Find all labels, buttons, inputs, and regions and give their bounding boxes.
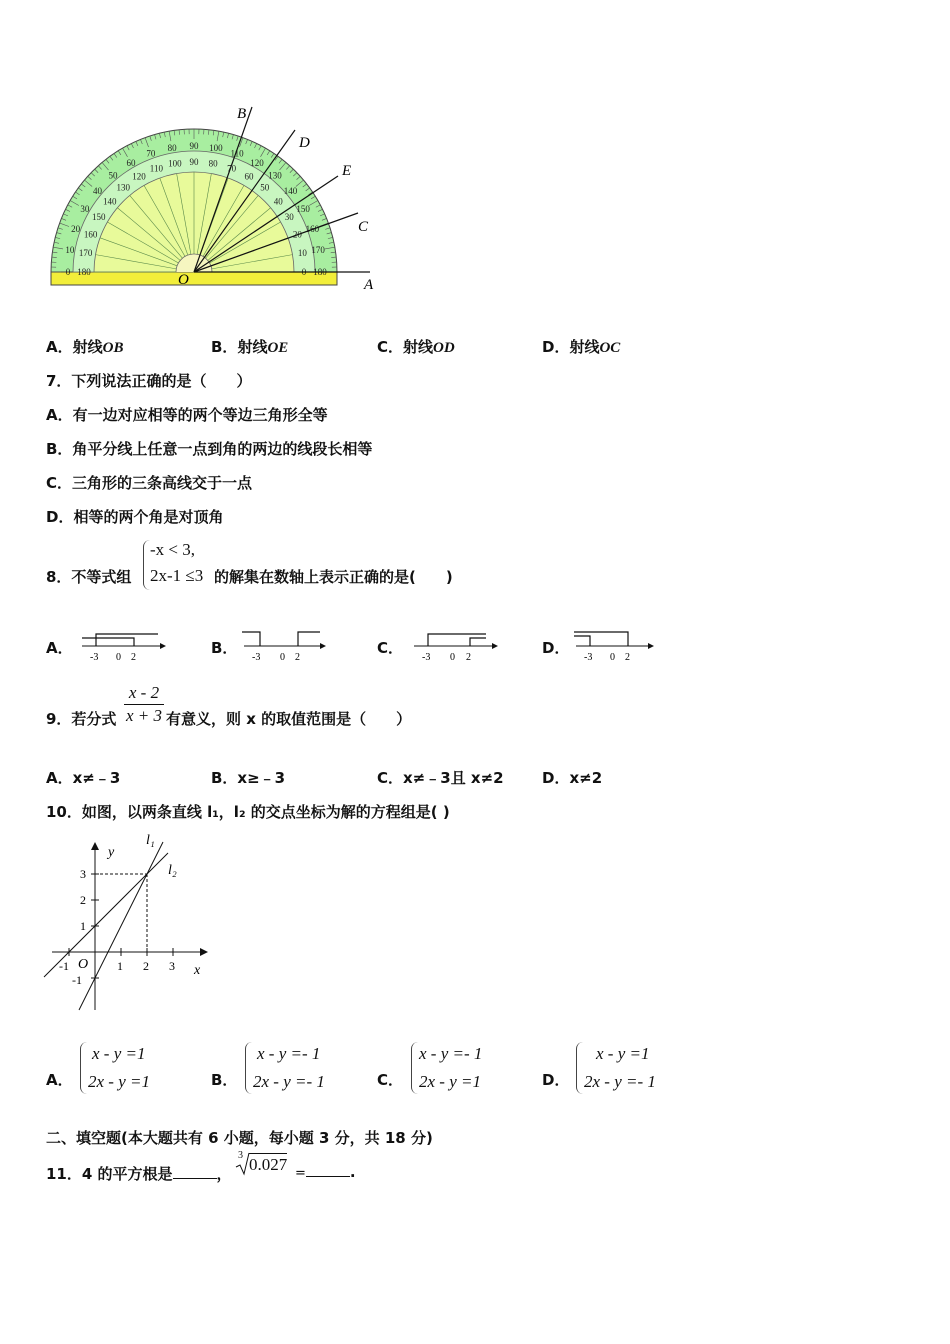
outer-scale-number: 20 — [71, 223, 81, 234]
inner-scale-number: 110 — [149, 163, 163, 174]
outer-scale-number: 160 — [305, 223, 320, 234]
q10-option-a-line1: x - y =1 — [92, 1044, 146, 1063]
y-axis-label: y — [108, 845, 115, 860]
inner-scale-number: 90 — [189, 157, 199, 167]
q10-graph — [42, 830, 217, 1015]
q9-option-d: D．x≠2 — [542, 769, 603, 787]
option-math: OE — [267, 340, 289, 356]
option-text: 射线 — [569, 338, 600, 356]
section2-heading: 二、填空题(本大题共有 6 小题，每小题 3 分，共 18 分) — [46, 1129, 433, 1147]
outer-scale-number: 120 — [250, 157, 264, 168]
tick-label: 0 — [116, 652, 121, 663]
q10-stem: 10．如图，以两条直线 l₁，l₂ 的交点坐标为解的方程组是( ) — [46, 803, 450, 821]
q10-option-d-line1: x - y =1 — [596, 1044, 650, 1063]
y-tick-label: -1 — [72, 973, 82, 987]
x-tick-label: 3 — [169, 959, 175, 973]
x-tick-label: 2 — [143, 959, 149, 973]
y-tick-label: 3 — [80, 867, 86, 881]
q10-option-b-line2: 2x - y =- 1 — [253, 1072, 325, 1091]
q10-option-b-brace — [245, 1042, 252, 1094]
q6-option-d — [542, 336, 620, 357]
option-letter: A． — [46, 338, 73, 356]
tick-label: 2 — [625, 652, 630, 663]
radical-index: 3 — [238, 1150, 243, 1161]
option-text: 射线 — [237, 338, 268, 356]
q8-option-c-letter: C． — [377, 639, 404, 657]
tick-label: -3 — [422, 652, 431, 663]
q9-numerator: x - 2 — [128, 683, 160, 702]
option-letter: B． — [211, 338, 238, 356]
x-tick-label: -1 — [59, 959, 69, 973]
inner-scale-number: 180 — [77, 267, 91, 277]
q8-prefix: 8．不等式组 — [46, 568, 132, 586]
q9-suffix: 有意义，则 x 的取值范围是（ ） — [166, 710, 412, 728]
q9-option-b: B．x≥﹣3 — [211, 769, 286, 787]
outer-scale-number: 110 — [230, 148, 244, 159]
line1-label: l₁ — [146, 833, 155, 848]
q8-suffix: 的解集在数轴上表示正确的是( ) — [214, 568, 453, 586]
q8-brace — [143, 540, 150, 590]
tick-label: 2 — [131, 652, 136, 663]
inner-scale-number: 100 — [168, 158, 182, 169]
protractor-figure — [40, 100, 390, 300]
q7-option-a: A．有一边对应相等的两个等边三角形全等 — [46, 406, 328, 424]
y-tick-label: 1 — [80, 919, 86, 933]
inner-scale-number: 40 — [273, 196, 283, 207]
q8-system-line1: -x < 3, — [150, 540, 195, 559]
outer-scale-number: 150 — [296, 204, 310, 214]
inner-scale-number: 20 — [292, 229, 302, 240]
q7-stem: 7．下列说法正确的是（ ） — [46, 372, 252, 390]
q8-numberline-b — [240, 628, 330, 664]
outer-scale-number: 130 — [268, 170, 282, 181]
tick-label: 0 — [610, 652, 615, 663]
q10-option-b-letter: B． — [211, 1071, 238, 1089]
q9-prefix: 9．若分式 — [46, 710, 117, 728]
fraction-bar — [124, 704, 164, 705]
ray-label-c: C — [358, 219, 369, 235]
q11-separator: ， — [216, 1165, 232, 1183]
q9-fraction — [124, 683, 164, 726]
q10-option-a-letter: A． — [46, 1071, 73, 1089]
origin-label-o: O — [178, 272, 189, 288]
q8-option-d-letter: D． — [542, 639, 570, 657]
inner-scale-number: 80 — [208, 158, 218, 169]
outer-scale-number: 10 — [65, 245, 75, 256]
outer-scale-number: 180 — [313, 267, 327, 277]
outer-scale-number: 50 — [108, 170, 118, 181]
q6-option-a — [46, 336, 123, 357]
inner-scale-number: 30 — [284, 212, 294, 222]
x-tick-label: 1 — [117, 959, 123, 973]
q8-option-b-letter: B． — [211, 639, 238, 657]
outer-scale-number: 140 — [283, 186, 298, 197]
ray-label-d: D — [299, 135, 310, 151]
q10-option-a-brace — [80, 1042, 87, 1094]
line2-label: l₂ — [168, 863, 177, 878]
inner-scale-number: 70 — [227, 163, 237, 174]
inner-scale-number: 10 — [297, 247, 307, 258]
ray-label-a: A — [364, 277, 374, 293]
tick-label: -3 — [252, 652, 261, 663]
tick-label: 2 — [466, 652, 471, 663]
option-text: 射线 — [72, 338, 103, 356]
x-axis-label: x — [194, 963, 201, 978]
origin-label: O — [78, 957, 89, 972]
option-math: OB — [102, 340, 124, 356]
outer-scale-number: 170 — [311, 245, 325, 256]
y-tick-label: 2 — [80, 893, 86, 907]
q9-denominator: x + 3 — [125, 706, 163, 725]
q10-option-c-line1: x - y =- 1 — [419, 1044, 483, 1063]
q11-end: . — [349, 1163, 356, 1181]
radicand: 0.027 — [249, 1155, 288, 1174]
q10-option-c-brace — [411, 1042, 418, 1094]
q8-numberline-a — [78, 628, 168, 664]
q10-option-d-letter: D． — [542, 1071, 570, 1089]
q9-option-c: C．x≠﹣3且 x≠2 — [377, 769, 504, 787]
option-letter: C． — [377, 338, 404, 356]
tick-label: 0 — [450, 652, 455, 663]
outer-scale-number: 90 — [189, 141, 199, 151]
tick-label: -3 — [90, 652, 99, 663]
q11-prefix: 11．4 的平方根是 — [46, 1165, 173, 1183]
q7-option-b: B．角平分线上任意一点到角的两边的线段长相等 — [46, 440, 373, 458]
tick-label: 2 — [295, 652, 300, 663]
ray-label-e: E — [342, 163, 352, 179]
q10-option-c-letter: C． — [377, 1071, 404, 1089]
q8-option-a-letter: A． — [46, 639, 73, 657]
option-math: OC — [599, 340, 621, 356]
option-math: OD — [433, 340, 455, 356]
inner-scale-number: 160 — [83, 229, 98, 240]
inner-scale-number: 60 — [244, 171, 254, 182]
inner-scale-number: 140 — [102, 196, 117, 207]
tick-label: 0 — [280, 652, 285, 663]
outer-scale-number: 30 — [80, 204, 90, 214]
option-letter: D． — [542, 338, 570, 356]
q8-system-line2: 2x-1 ≤3 — [150, 566, 204, 585]
tick-label: -3 — [584, 652, 593, 663]
q8-numberline-d — [572, 628, 662, 664]
q10-option-a-line2: 2x - y =1 — [88, 1072, 150, 1091]
q6-option-c — [377, 336, 455, 357]
q11-answer-blank-2[interactable] — [306, 1176, 350, 1177]
q11-answer-blank-1[interactable] — [173, 1178, 217, 1179]
inner-scale-number: 130 — [116, 182, 131, 193]
inner-scale-number: 120 — [132, 171, 146, 182]
q10-option-d-line2: 2x - y =- 1 — [584, 1072, 656, 1091]
outer-scale-number: 40 — [92, 186, 102, 197]
q10-option-b-line1: x - y =- 1 — [257, 1044, 321, 1063]
inner-scale-number: 150 — [91, 212, 106, 222]
q11-tail — [295, 1163, 356, 1181]
inner-scale-number: 0 — [301, 267, 307, 277]
q7-option-c: C．三角形的三条高线交于一点 — [46, 474, 253, 492]
outer-scale-number: 80 — [167, 142, 177, 153]
outer-scale-number: 0 — [65, 267, 71, 277]
q8-numberline-c — [410, 628, 500, 664]
q10-option-d-brace — [576, 1042, 583, 1094]
q11-equals: = — [295, 1166, 306, 1181]
q7-option-d: D．相等的两个角是对顶角 — [46, 508, 224, 526]
option-text: 射线 — [403, 338, 434, 356]
q9-option-a: A．x≠﹣3 — [46, 769, 121, 787]
q10-option-c-line2: 2x - y =1 — [419, 1072, 481, 1091]
outer-scale-number: 100 — [209, 142, 223, 153]
outer-scale-number: 60 — [126, 157, 136, 168]
q6-option-b — [211, 336, 288, 357]
q11-line — [46, 1163, 232, 1184]
outer-scale-number: 70 — [146, 148, 156, 159]
inner-scale-number: 170 — [78, 247, 93, 258]
inner-scale-number: 50 — [260, 182, 270, 193]
ray-label-b: B — [237, 106, 247, 122]
